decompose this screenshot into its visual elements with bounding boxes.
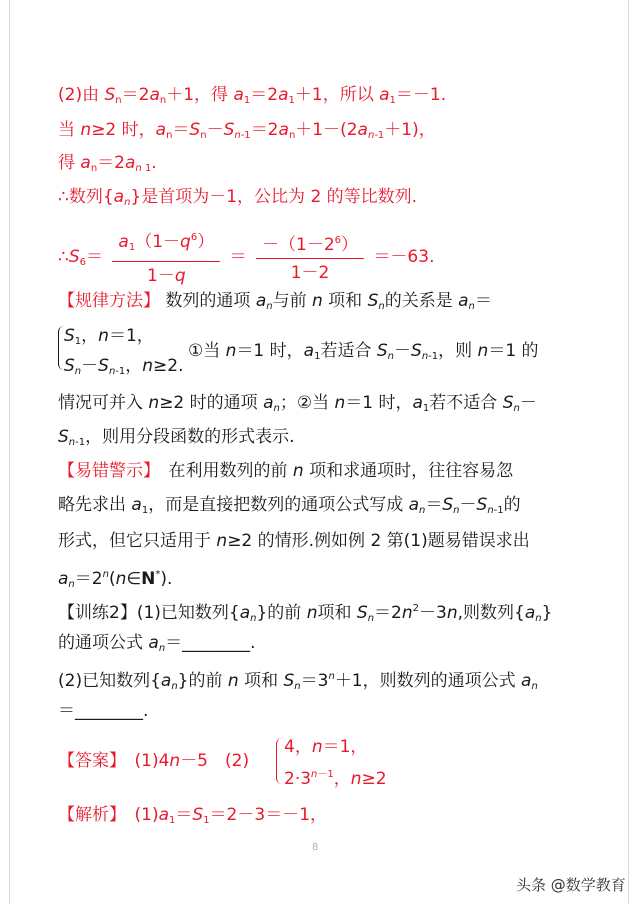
- answer-tag: 【答案】: [58, 751, 118, 771]
- answer-piecewise-row-1: 4，n＝1，: [284, 737, 368, 757]
- watermark-text: 头条 @数学教育: [516, 876, 626, 894]
- answer-blank-1: ＝________.: [165, 633, 256, 653]
- method-line-4: $S_{n-1}$，则用分段函数的形式表示.: [58, 427, 295, 448]
- fraction-1: $\frac{a_1(1-q^6)}{1-q}$: [112, 226, 220, 288]
- answer-brace: [276, 738, 283, 784]
- solution-line-5-fraction: $\therefore S_6=$ $\frac{a_1(1-q^6)}{1-q}$ ＝ $\frac{-(1-2^6)}{1-2}$ ＝－63.: [58, 226, 434, 288]
- exercise-line-2: 的通项公式 $a_n=\_\_\_\_\_\_\_\_$.: [58, 633, 256, 654]
- solution-line-4: ∴数列$\{a_n\}$是首项为－1，公比为 2 的等比数列.: [58, 187, 418, 208]
- answer-piecewise-row-2: $2\cdot 3^{n-1}$，n≥2: [284, 769, 387, 789]
- analysis-line: 【解析】 $(1)a_1=S_1=2-3=-1$，: [58, 805, 328, 826]
- answer-blank-2: ＝________.: [58, 701, 149, 721]
- method-line-3: 情况可并入 n≥2 时的通项 $a_n$；②当 n＝1 时，$a_1$若不适合 $S_n-$: [58, 393, 537, 414]
- warning-line-4: $a_n=2^n(n\in N^*)$.: [58, 569, 173, 590]
- exercise-line-1: 【训练2】(1)已知数列$\{a_n\}$的前 n项和 $S_n=2n^2-3n$,则数列$\{a_n\}$: [58, 603, 553, 624]
- method-line-1: 【规律方法】 数列的通项 $a_n$与前 n 项和 $S_n$的关系是 $a_n=$: [58, 291, 492, 312]
- answer-line: 【答案】 (1)4n－5 (2): [58, 751, 250, 771]
- analysis-tag: 【解析】: [58, 805, 118, 825]
- method-tag: 【规律方法】: [58, 291, 160, 311]
- solution-line-2: 当 n≥2 时，$a_n=S_n-S_{n-1}=2a_n+1-(2a_{n-1}+1)$，: [58, 120, 436, 141]
- piecewise-brace: $S_1$，n＝1， $S_n-S_{n-1}$，n≥2.: [58, 324, 184, 384]
- warning-line-1: 【易错警示】 在利用数列的前 n 项和求通项时，往往容易忽: [58, 461, 514, 481]
- page-number: 8: [312, 842, 319, 853]
- warning-line-3: 形式，但它只适用于 n≥2 的情形.例如例 2 第(1)题易错误求出: [58, 531, 530, 551]
- solution-line-1: (2)由 $S_n=2a_n+1$，得 $a_1=2a_1+1$，所以 $a_1=-1$.: [58, 85, 447, 106]
- exercise-line-4: [58, 700, 148, 722]
- solution-line-3: 得 $a_n=2a_{n 1}$.: [58, 153, 157, 174]
- warning-line-2: 略先求出 $a_1$，而是直接把数列的通项公式写成 $a_n=S_n-S_{n-1}$的: [58, 495, 521, 516]
- method-line-2: ①当 n＝1 时，$a_1$若适合 $S_n-S_{n-1}$，则 n＝1 的: [188, 341, 539, 362]
- warning-tag: 【易错警示】: [58, 461, 152, 481]
- exercise-line-3: (2)已知数列$\{a_n\}$的前 n 项和 $S_n=3^n+1$，则数列的通项公式 $a_n$: [58, 671, 538, 692]
- fraction-2: $\frac{-(1-2^6)}{1-2}$: [256, 229, 364, 285]
